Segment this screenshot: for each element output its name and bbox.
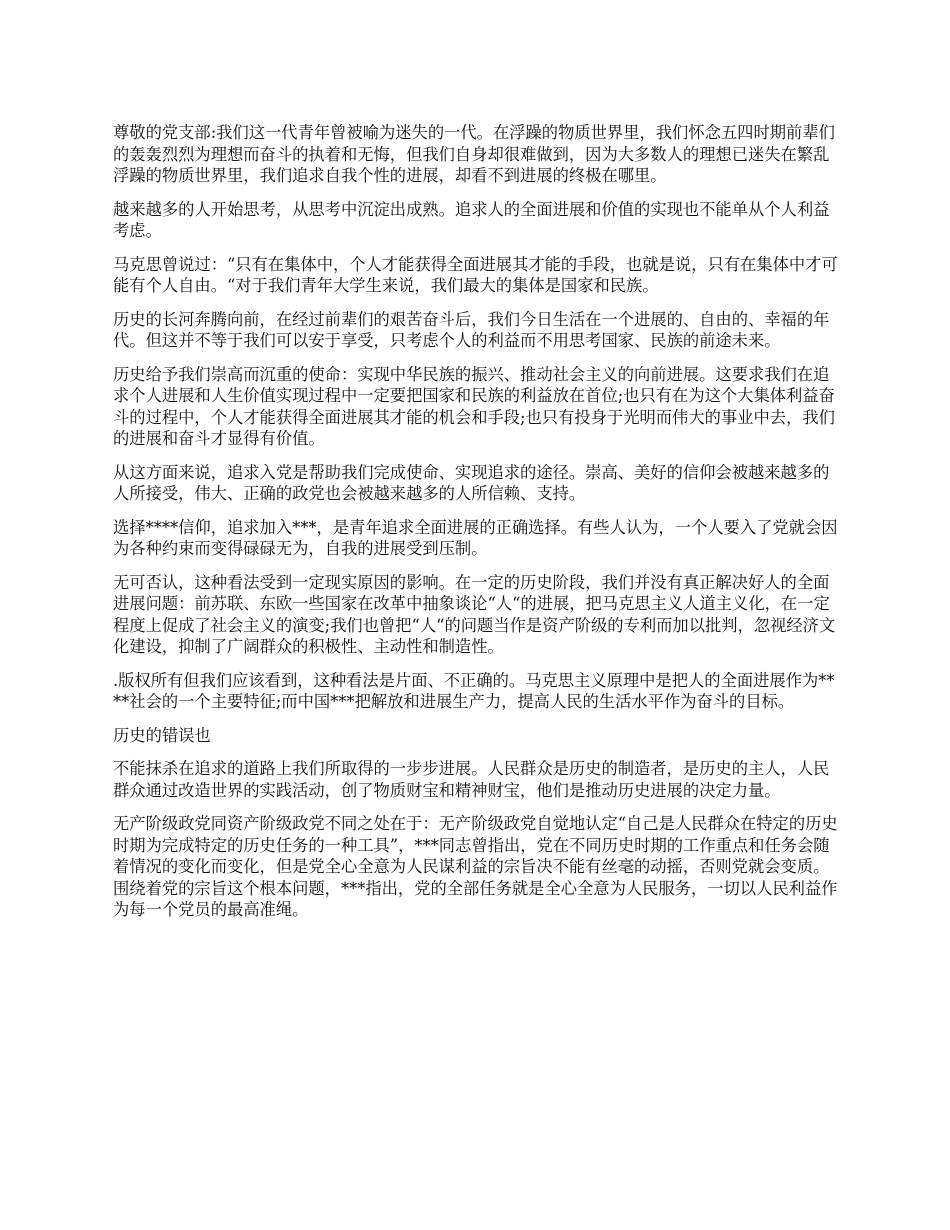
- paragraph-6: 从这方面来说，追求入党是帮助我们完成使命、实现追求的途径。崇高、美好的信仰会被越来越多的人所接受，伟大、正确的政党也会被越来越多的人所信赖、支持。: [113, 462, 830, 503]
- document-body: [113, 122, 840, 933]
- paragraph-2: 越来越多的人开始思考，从思考中沉淀出成熟。追求人的全面进展和价值的实现也不能单从个人利益考虑。: [113, 199, 830, 240]
- paragraph-8: 无可否认，这种看法受到一定现实原因的影响。在一定的历史阶段，我们并没有真正解决好人的全面进展问题：前苏联、东欧一些国家在改革中抽象谈论“人“的进展，把马克思主义人道主义化，在一定程度上促成了社会主义的演变;我们也曾把“人“的问题当作是资产阶级的专利而加以批判，忽视经济文化建设，抑制了广阔群众的积极性、主动性和制造性。: [113, 572, 836, 656]
- paragraph-4: 历史的长河奔腾向前，在经过前辈们的艰苦奋斗后，我们今日生活在一个进展的、自由的、幸福的年代。但这并不等于我们可以安于享受，只考虑个人的利益而不用思考国家、民族的前途未来。: [113, 309, 830, 350]
- paragraph-12: 无产阶级政党同资产阶级政党不同之处在于：无产阶级政党自觉地认定“自己是人民群众在特定的历史时期为完成特定的历史任务的一种工具”，***同志曾指出，党在不同历史时期的工作重点和任务会随着情况的变化而变化，但是党全心全意为人民谋利益的宗旨决不能有丝毫的动摇，否则党就会变质。围绕着党的宗旨这个根本问题，***指出，党的全部任务就是全心全意为人民服务，一切以人民利益作为每一个党员的最高准绳。: [113, 814, 838, 919]
- paragraph-5: 历史给予我们崇高而沉重的使命：实现中华民族的振兴、推动社会主义的向前进展。这要求我们在追求个人进展和人生价值实现过程中一定要把国家和民族的利益放在首位;也只有在为这个大集体利益奋斗的过程中，个人才能获得全面进展其才能的机会和手段;也只有投身于光明而伟大的事业中去，我们的进展和奋斗才显得有价值。: [113, 364, 835, 448]
- paragraph-9: .版权所有但我们应该看到，这种看法是片面、不正确的。马克思主义原理中是把人的全面进展作为****社会的一个主要特征;而中国***把解放和进展生产力，提高人民的生活水平作为奋斗的目标。: [113, 670, 835, 711]
- paragraph-11: 不能抹杀在追求的道路上我们所取得的一步步进展。人民群众是历史的制造者，是历史的主人，人民群众通过改造世界的实践活动，创了物质财宝和精神财宝，他们是推动历史进展的决定力量。: [113, 759, 830, 800]
- paragraph-10: 历史的错误也: [113, 725, 211, 745]
- paragraph-7: 选择****信仰，追求加入***，是青年追求全面进展的正确选择。有些人认为，一个人要入了党就会因为各种约束而变得碌碌无为，自我的进展受到压制。: [113, 517, 838, 558]
- paragraph-3: 马克思曾说过：“只有在集体中，个人才能获得全面进展其才能的手段，也就是说，只有在集体中才可能有个人自由。“对于我们青年大学生来说，我们最大的集体是国家和民族。: [113, 254, 838, 295]
- paragraph-1: 尊敬的党支部:我们这一代青年曾被喻为迷失的一代。在浮躁的物质世界里，我们怀念五四时期前辈们的轰轰烈烈为理想而奋斗的执着和无悔，但我们自身却很难做到，因为大多数人的理想已迷失在繁乱浮躁的物质世界里，我们追求自我个性的进展，却看不到进展的终极在哪里。: [113, 123, 835, 185]
